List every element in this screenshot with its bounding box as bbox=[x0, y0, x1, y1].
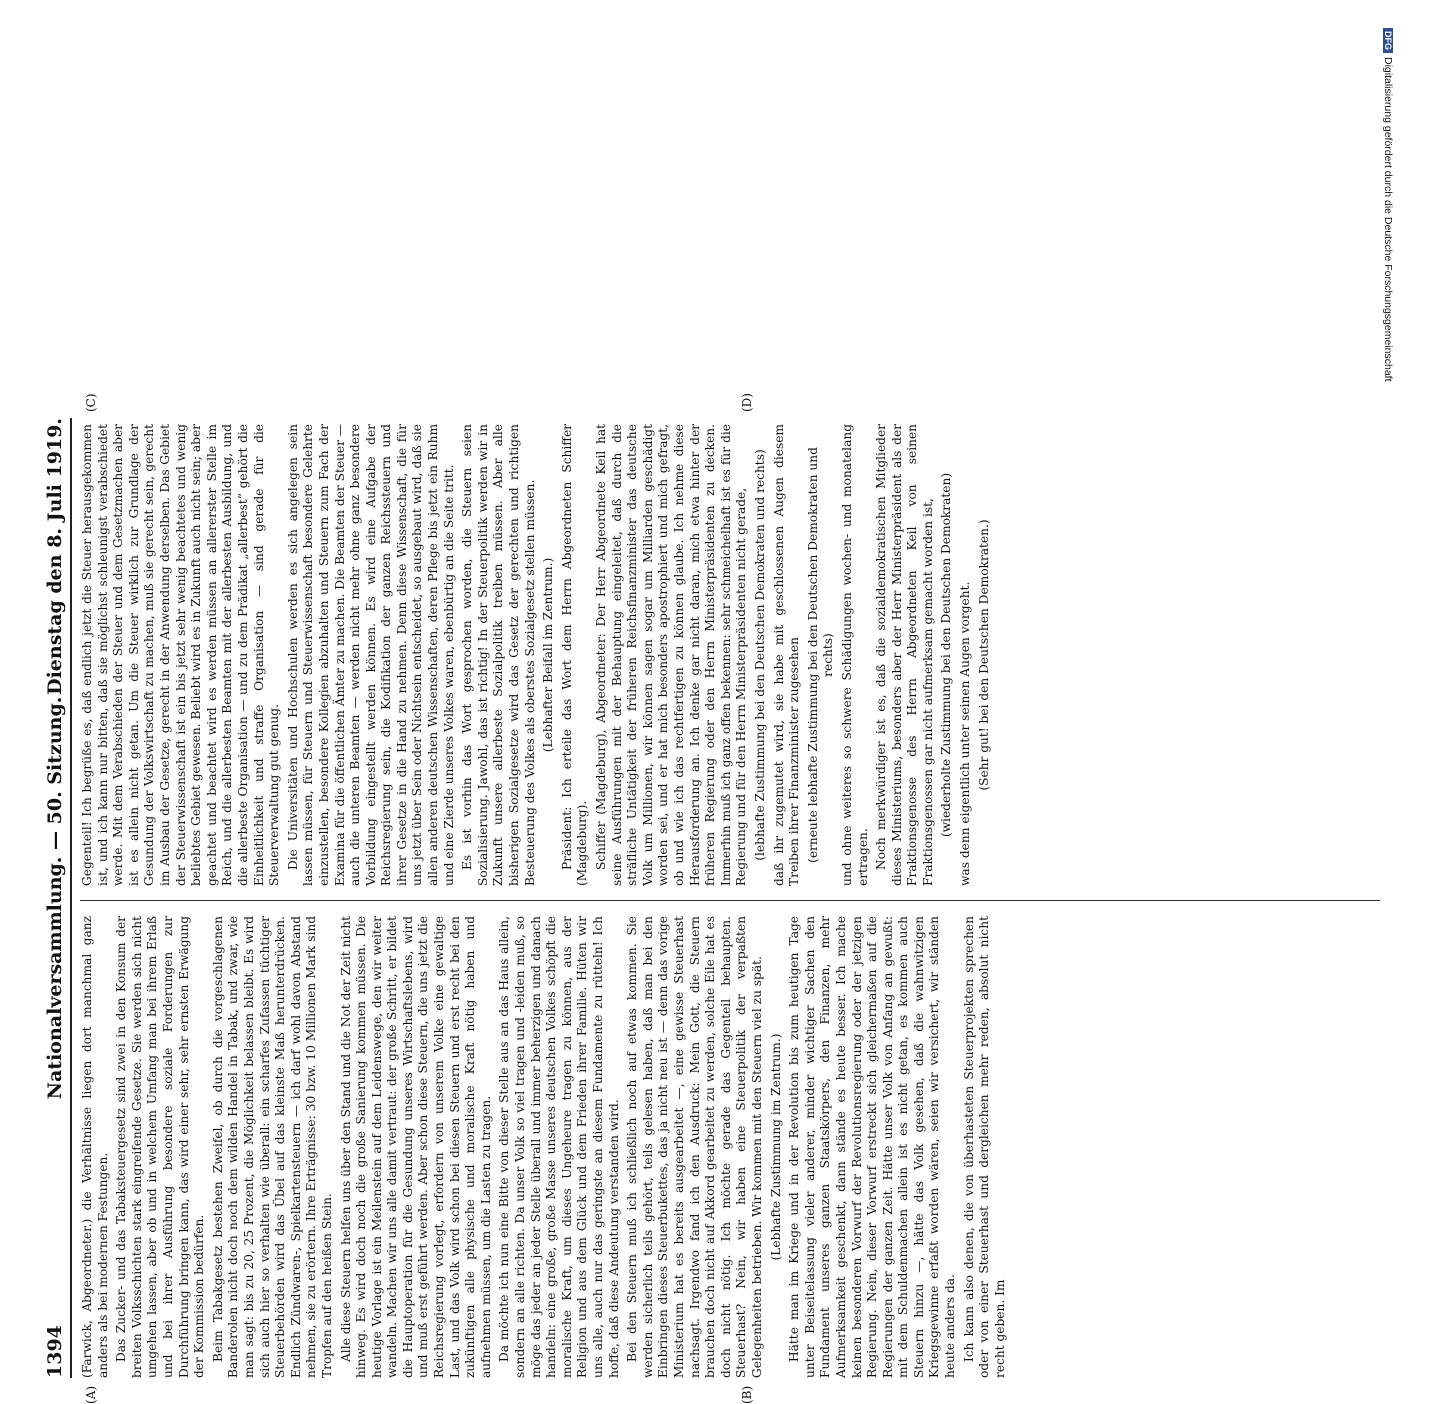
margin-marker-c: (C) bbox=[84, 393, 98, 412]
paragraph: was denn eigentlich unter seinen Augen vorgeht. bbox=[958, 581, 973, 886]
page-header bbox=[40, 418, 72, 1378]
column-divider bbox=[80, 900, 1380, 901]
paragraph: Präsident: Ich erteile das Wort dem Herrn Abgeordneten Schiffer (Magdeburg). bbox=[559, 424, 590, 886]
margin-marker-d: (D) bbox=[740, 393, 754, 412]
page-content bbox=[40, 393, 1400, 1404]
paragraph: daß ihr zugemutet wird, sie habe mit geschlossenen Augen diesem Treiben ihrer Finanzminister zugesehen bbox=[771, 424, 802, 886]
margin-marker-b: (B) bbox=[740, 1385, 754, 1404]
digitization-notice bbox=[1380, 28, 1396, 1008]
page-title: Nationalversammlung. — 50. Sitzung. bbox=[44, 696, 66, 1100]
paragraph: (lebhafte Zustimmung bei den Deutschen Demokraten und rechts) bbox=[752, 449, 767, 861]
paragraph: Es ist vorhin das Wort gesprochen worden, die Steuern seien Sozialisierung. Jawohl, das ist richtig! In der Steuerpolitik werden wir in Zukunft unsere allerbeste Sozialpolitik treiben müssen. Aber alle bisherigen Sozialgesetze wird das Gesetz der gerechten und richtigen Besteuerung des Volkes als oberstes Sozialgesetz stellen müssen. bbox=[460, 424, 537, 886]
paragraph: Hätte man im Kriege und in der Revolution bis zum heutigen Tage unter Beiseitelassung vieler anderer, minder wichtiger Sachen den Fundament unseres ganzen Staatskörpers, den Finanzen, mehr Aufmerksamkeit geschenkt, dann stände es heute besser. Ich mache keinen besonderen Vorwurf der Revolutionsregierung oder der jetzigen Regierung. Nein, dieser Vorwurf erstreckt sich gleichermaßen auf die Regierungen der ganzen Zeit. Hätte unser Volk von Anfang an gewußt: mit dem Schuldenmachen allein ist es nicht getan, es kommen auch Steuern hinzu —, hätte das Volk gesehen, daß die wahnwitzigen Kriegsgewinne erfaßt worden wären, seien wir versichert, wir ständen heute anders da. bbox=[787, 916, 958, 1378]
page-number: 1394 bbox=[44, 1325, 66, 1378]
dfg-logo: DFG bbox=[1383, 28, 1393, 53]
paragraph: (Sehr gut! bei den Deutschen Demokraten.) bbox=[976, 519, 991, 791]
paragraph: Alle diese Steuern helfen uns über den Stand und die Not der Zeit nicht hinweg. Es wird doch noch die große Sanierung kommen müssen. Die heutige Vorlage ist ein Meilenstein auf dem Leidenswege, den wir weiter wandeln. Machen wir uns alle damit vertraut: der große Schritt, er bildet die Hauptoperation für die Gesundung unseres Wirtschaftslebens, wird und muß erst geführt werden. Aber schon diese Steuern, die uns jetzt die Reichsregierung vorlegt, erfordern von unserem Volke eine gewaltige Last, und das Volk wird schon bei diesen Steuern und erst recht bei den zukünftigen alle physische und moralische Kraft nötig haben und aufnehmen müssen, um die Lasten zu tragen. bbox=[338, 916, 493, 1378]
paragraph: Da möchte ich nun eine Bitte von dieser Stelle aus an das Haus allein, sondern an alle richten. Da unser Volk so viel tragen und -leiden muß, so möge das jeder an jeder Stelle überall und immer beherzigen und danach handeln: eine große, große Masse unseres deutschen Volkes schöpft die moralische Kraft, um dieses Ungeheure tragen zu können, aus der Religion und aus dem Glück und dem Frieden ihrer Familie. Hüten wir uns alle, auch nur das geringste an diesem Fundamente zu rütteln! Ich hoffe, daß diese Andeutung verstanden wird. bbox=[497, 916, 621, 1378]
paragraph: (wiederholte Zustimmung bei den Deutschen Demokraten) bbox=[939, 472, 954, 838]
text-column-right bbox=[80, 424, 1380, 886]
paragraph: Das Zucker- und das Tabaksteuergesetz sind zwei in den Konsum der breiten Volksschichten stark eingreifende Gesetze. Sie werden sich nicht umgehen lassen, aber ob und in welchem Umfang man bei ihrem Erlaß und bei ihrer Ausführung besondere soziale Forderungen zur Durchführung bringen kann, das wird einer sehr, sehr ernsten Erwägung der Kommission bedürfen. bbox=[114, 916, 207, 1378]
document-page bbox=[40, 18, 1400, 1404]
digitization-notice-text: Digitalisierung gefördert durch die Deutsche Forschungsgemeinschaft bbox=[1382, 57, 1394, 382]
paragraph: Bei den Steuern muß ich schließlich noch auf etwas kommen. Sie werden sicherlich teils gehört, teils gelesen haben, daß man bei den Einbringen dieses Steuerbukettes, das ja nicht neu ist — denn das vorige Ministerium hat es bereits ausgearbeitet —, eine gewisse Steuerhast nachsagt. Irgendwo fand ich den Ausdruck: Mein Gott, die Steuern brauchen doch nicht auf Akkord gearbeitet zu werden, solche Eile hat es doch nicht nötig. Ich möchte gerade das Gegenteil behaupten. Steuerhast? Nein, wir haben eine Steuerpolitik der verpaßten Gelegenheiten betrieben. Wir kommen mit den Steuern viel zu spät. bbox=[625, 916, 764, 1378]
paragraph: und ohne weiteres so schwere Schädigungen wochen- und monatelang ertragen. bbox=[839, 424, 870, 886]
margin-marker-a: (A) bbox=[84, 1385, 98, 1404]
paragraph: Beim Tabakgesetz bestehen Zweifel, ob durch die vorgeschlagenen Banderolen nicht doch noch dem wilden Handel in Tabak, und zwar, wie man sagt: bis zu 20, 25 Prozent, die Möglichkeit belassen bleibt. Es wird sich auch hier so verhalten wie überall: ein scharfes Zufassen tüchtiger Steuerbehörden wird das Übel auf das kleinste Maß herunterdrücken. Endlich Zündwaren-, Spielkartensteuern — ich darf wohl davon Abstand nehmen, sie zu erörtern. Ihre Erträgnisse: 30 bzw. 10 Millionen Mark sind Tropfen auf den heißen Stein. bbox=[210, 916, 334, 1378]
paragraph: (Lebhafter Beifall im Zentrum.) bbox=[541, 557, 556, 753]
session-date: Dienstag den 8. Juli 1919. bbox=[44, 418, 66, 695]
paragraph: Noch merkwürdiger ist es, daß die sozialdemokratischen Mitglieder dieses Ministeriums, besonders aber der Herr Ministerpräsident als der Fraktionsgenosse des Herrn Abgeordneten Keil von seinen Fraktionsgenossen gar nicht aufmerksam gemacht worden ist, bbox=[874, 424, 935, 886]
paragraph: (Lebhafte Zustimmung im Zentrum.) bbox=[768, 1033, 783, 1261]
paragraph: Die Universitäten und Hochschulen werden es sich angelegen sein lassen müssen, für Steuern und Steuerwissenschaft besondere Gelehrte einzustellen, besondere Kollegien abzuhalten und Steuern zum Fach der Examina für die öffentlichen Ämter zu machen. Die Beamten der Steuer — auch die unteren Beamten — werden nicht mehr ohne ganz besondere Vorbildung eingestellt werden können. Es wird eine Aufgabe der Reichsregierung sein, die Kodifikation der ganzen Reichssteuern und ihrer Gesetze in die Hand zu nehmen. Denn diese Wissenschaft, die für uns jetzt über Sein oder Nichtsein entscheidet, so ausgebaut wird, daß sie allen anderen deutschen Wissenschaften, deren Pflege bis jetzt ein Ruhm und eine Zierde unseres Volkes waren, ebenbürtig an die Seite tritt. bbox=[285, 424, 456, 886]
paragraph: Ich kann also denen, die von überhasteten Steuerprojekten sprechen oder von einer Steuerhast und dergleichen mehr reden, absolut nicht recht geben. Im bbox=[961, 916, 1007, 1378]
text-column-left bbox=[80, 916, 1380, 1378]
paragraph: Schiffer (Magdeburg), Abgeordneter: Der Herr Abgeordnete Keil hat seine Ausführungen mit der Behauptung eingeleitet, daß durch die sträfliche Untätigkeit der früheren Reichsfinanzminister das deutsche Volk um Millionen, wir können sagen sogar um Milliarden geschädigt worden sei, und er hat mich besonders apostrophiert und mich gefragt, ob und wie ich das rechtfertigen zu können glaube. Ich nehme diese Herausforderung an. Ich denke gar nicht daran, mich etwa hinter der früheren Regierung oder den Herrn Ministerpräsidenten zu decken. Immerhin muß ich ganz offen bekennen: sehr schmeichelhaft ist es für die Regierung und für den Herrn Ministerpräsidenten nicht gerade, bbox=[594, 424, 749, 886]
paragraph: (Farwick, Abgeordneter.) die Verhältnisse liegen dort manchmal ganz anders als bei modernen Festungen. bbox=[80, 916, 110, 1378]
rotated-page-frame bbox=[40, 393, 1400, 1404]
paragraph: Gegenteil! Ich begrüße es, daß endlich jetzt die Steuer herausgekommen ist, und ich kann nur bitten, daß sie möglichst schleunigst verabschiedet werde. Mit dem Verabschieden der Steuer und dem Gesetzmachen aber ist es allein nicht getan. Um die Steuer wirklich zur Grundlage der Gesundung der Volkswirtschaft zu machen, muß sie gerecht sein, gerecht im Ausbau der Gesetze, gerecht in der Anwendung derselben. Das Gebiet der Steuerwissenschaft ist ein bis jetzt sehr wenig beachtetes und wenig beliebtes Gebiet gewesen. Beliebt wird es in Zukunft auch nicht sein; aber geachtet und beachtet wird es werden müssen an allererster Stelle im Reich, und die allerbesten Beamten mit der allerbesten Ausbildung, und die allerbeste Organisation — und zu dem Prädikat „allerbest“ gehört die Einheitlichkeit und straffe Organisation — sind gerade für die Steuerverwaltung gut genug. bbox=[80, 424, 282, 886]
paragraph: (erneute lebhafte Zustimmung bei den Deutschen Demokraten und rechts) bbox=[805, 447, 836, 863]
